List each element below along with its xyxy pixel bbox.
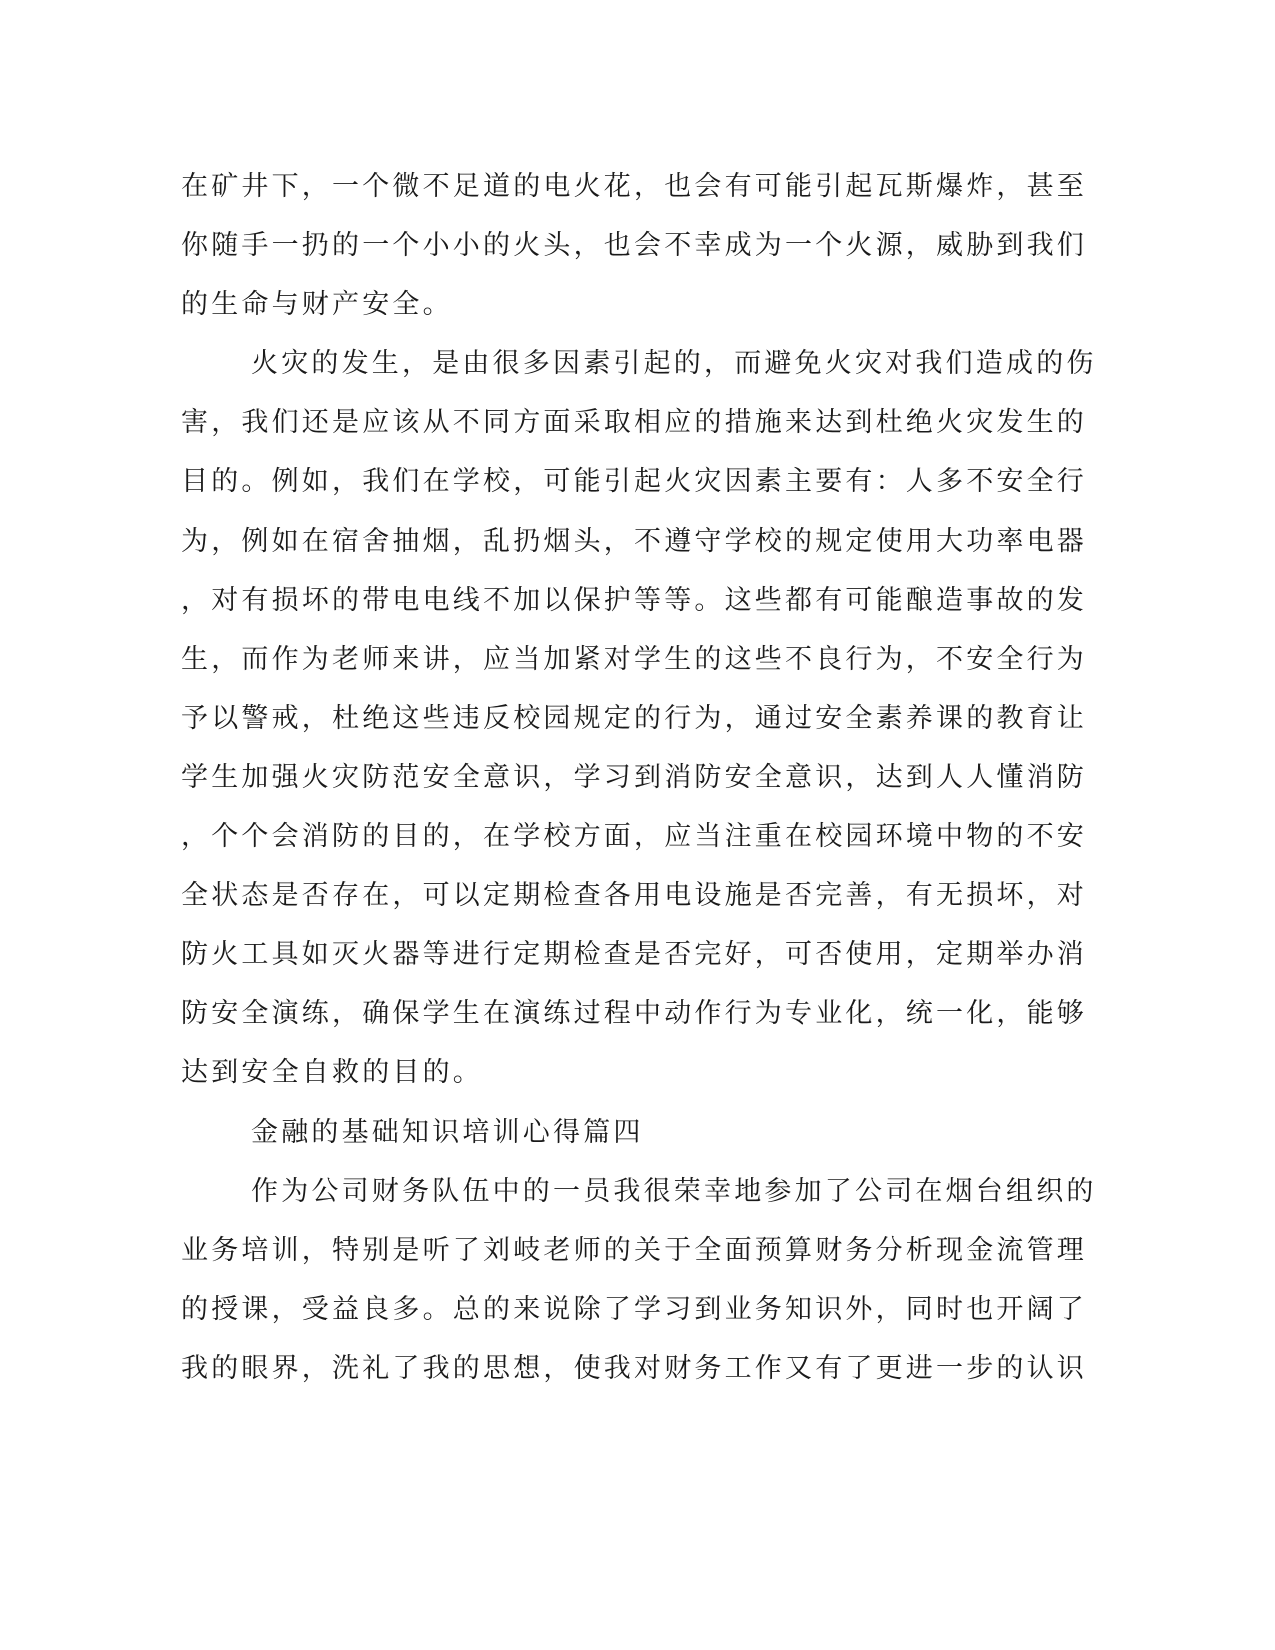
text-line: 业务培训，特别是听了刘岐老师的关于全面预算财务分析现金流管理 xyxy=(181,1234,1087,1266)
text-line: 全状态是否存在，可以定期检查各用电设施是否完善，有无损坏，对 xyxy=(181,880,1087,912)
text-line: 防火工具如灭火器等进行定期检查是否完好，可否使用，定期举办消 xyxy=(181,939,1087,971)
text-line: 学生加强火灾防范安全意识，学习到消防安全意识，达到人人懂消防 xyxy=(181,761,1087,793)
text-line: 我的眼界，洗礼了我的思想，使我对财务工作又有了更进一步的认识 xyxy=(181,1352,1087,1384)
text-line: 火灾的发生，是由很多因素引起的，而避免火灾对我们造成的伤 xyxy=(251,348,1097,380)
text-line: 为，例如在宿舍抽烟，乱扔烟头，不遵守学校的规定使用大功率电器 xyxy=(181,525,1087,557)
text-line: 予以警戒，杜绝这些违反校园规定的行为，通过安全素养课的教育让 xyxy=(181,702,1087,734)
text-line: 金融的基础知识培训心得篇四 xyxy=(251,1116,644,1148)
text-line: ，对有损坏的带电电线不加以保护等等。这些都有可能酿造事故的发 xyxy=(181,584,1087,616)
text-line: 作为公司财务队伍中的一员我很荣幸地参加了公司在烟台组织的 xyxy=(251,1175,1097,1207)
text-line: 害，我们还是应该从不同方面采取相应的措施来达到杜绝火灾发生的 xyxy=(181,407,1087,439)
text-line: 防安全演练，确保学生在演练过程中动作行为专业化，统一化，能够 xyxy=(181,998,1087,1030)
text-line: 生，而作为老师来讲，应当加紧对学生的这些不良行为，不安全行为 xyxy=(181,643,1087,675)
text-line: 目的。例如，我们在学校，可能引起火灾因素主要有：人多不安全行 xyxy=(181,466,1087,498)
text-line: 的生命与财产安全。 xyxy=(181,289,453,321)
document-body xyxy=(181,157,1097,1398)
text-line: 的授课，受益良多。总的来说除了学习到业务知识外，同时也开阔了 xyxy=(181,1293,1087,1325)
text-line: 达到安全自救的目的。 xyxy=(181,1057,483,1089)
text-line: 你随手一扔的一个小小的火头，也会不幸成为一个火源，威胁到我们 xyxy=(181,230,1087,262)
text-line: ，个个会消防的目的，在学校方面，应当注重在校园环境中物的不安 xyxy=(181,821,1087,853)
text-line: 在矿井下，一个微不足道的电火花，也会有可能引起瓦斯爆炸，甚至 xyxy=(181,171,1087,202)
